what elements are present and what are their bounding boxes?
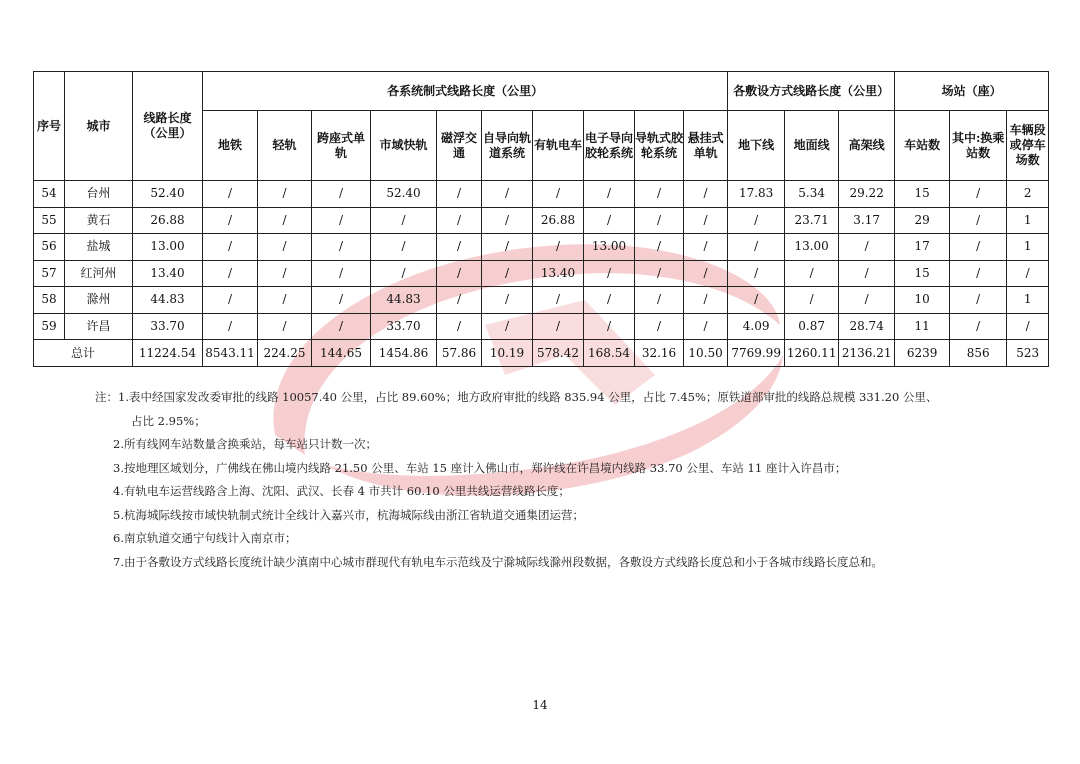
- cell-laying-length: 23.71: [785, 207, 839, 234]
- total-system-length: 32.16: [635, 340, 684, 367]
- cell-system-length: /: [584, 313, 635, 340]
- cell-laying-length: 4.09: [728, 313, 785, 340]
- cell-system-length: 33.70: [371, 313, 437, 340]
- cell-system-length: /: [258, 313, 312, 340]
- cell-laying-length: /: [728, 260, 785, 287]
- total-laying-length: 2136.21: [839, 340, 895, 367]
- cell-system-length: /: [437, 260, 482, 287]
- cell-station-count: /: [950, 181, 1007, 208]
- subheader-system: 磁浮交通: [437, 111, 482, 181]
- footnotes: [95, 386, 995, 574]
- cell-laying-length: /: [785, 260, 839, 287]
- subheader-system: 跨座式单轨: [312, 111, 371, 181]
- cell-system-length: /: [635, 207, 684, 234]
- cell-system-length: /: [684, 287, 728, 314]
- cell-system-length: /: [258, 234, 312, 261]
- note-line: 6.南京轨道交通宁句线计入南京市；: [113, 531, 297, 545]
- subheader-system: 导轨式胶轮系统: [635, 111, 684, 181]
- subheader-station: 车站数: [895, 111, 950, 181]
- cell-system-length: /: [635, 181, 684, 208]
- table-row: [34, 207, 1049, 234]
- cell-system-length: /: [258, 207, 312, 234]
- cell-system-length: /: [437, 313, 482, 340]
- note-line: 占比 2.95%；: [131, 413, 206, 428]
- cell-system-length: /: [533, 287, 584, 314]
- cell-station-count: 15: [895, 181, 950, 208]
- cell-seq: 59: [34, 313, 65, 340]
- table-body: [34, 181, 1049, 367]
- header-system-group: 各系统制式线路长度（公里）: [203, 72, 728, 111]
- cell-station-count: 2: [1007, 181, 1049, 208]
- total-length: 11224.54: [133, 340, 203, 367]
- total-system-length: 168.54: [584, 340, 635, 367]
- subheader-system: 电子导向胶轮系统: [584, 111, 635, 181]
- cell-city: 滁州: [65, 287, 133, 314]
- cell-system-length: /: [684, 181, 728, 208]
- cell-laying-length: 17.83: [728, 181, 785, 208]
- total-system-length: 10.19: [482, 340, 533, 367]
- cell-system-length: /: [258, 287, 312, 314]
- cell-system-length: 44.83: [371, 287, 437, 314]
- cell-system-length: /: [482, 234, 533, 261]
- cell-station-count: /: [1007, 260, 1049, 287]
- cell-system-length: /: [684, 207, 728, 234]
- subheader-laying: 地面线: [785, 111, 839, 181]
- subheader-station: 车辆段或停车场数: [1007, 111, 1049, 181]
- cell-station-count: 17: [895, 234, 950, 261]
- cell-system-length: /: [203, 234, 258, 261]
- cell-system-length: /: [684, 234, 728, 261]
- cell-seq: 58: [34, 287, 65, 314]
- subheader-laying: 高架线: [839, 111, 895, 181]
- page-number: 14: [532, 698, 548, 712]
- cell-system-length: /: [203, 313, 258, 340]
- rail-transit-table: [33, 71, 1049, 367]
- subheader-laying: 地下线: [728, 111, 785, 181]
- cell-system-length: 52.40: [371, 181, 437, 208]
- cell-station-count: 1: [1007, 207, 1049, 234]
- cell-system-length: /: [584, 287, 635, 314]
- cell-station-count: /: [950, 207, 1007, 234]
- cell-laying-length: 5.34: [785, 181, 839, 208]
- subheader-system: 自导向轨道系统: [482, 111, 533, 181]
- cell-system-length: /: [371, 234, 437, 261]
- cell-system-length: /: [684, 313, 728, 340]
- cell-laying-length: 0.87: [785, 313, 839, 340]
- total-system-length: 224.25: [258, 340, 312, 367]
- total-system-length: 1454.86: [371, 340, 437, 367]
- cell-system-length: /: [312, 181, 371, 208]
- cell-station-count: /: [1007, 313, 1049, 340]
- cell-laying-length: /: [839, 260, 895, 287]
- cell-laying-length: /: [728, 287, 785, 314]
- cell-station-count: 1: [1007, 234, 1049, 261]
- header-seq: 序号: [34, 72, 65, 181]
- total-system-length: 57.86: [437, 340, 482, 367]
- header-city: 城市: [65, 72, 133, 181]
- cell-length: 52.40: [133, 181, 203, 208]
- cell-system-length: /: [312, 287, 371, 314]
- cell-system-length: /: [482, 260, 533, 287]
- cell-system-length: 13.40: [533, 260, 584, 287]
- cell-system-length: /: [584, 207, 635, 234]
- total-station-count: 856: [950, 340, 1007, 367]
- note-line: 7.由于各敷设方式线路长度统计缺少滇南中心城市群现代有轨电车示范线及宁滁城际线滁州段数据，各敷设方式线路长度总和小于各城市线路长度总和。: [113, 554, 883, 569]
- cell-seq: 55: [34, 207, 65, 234]
- subheader-system: 有轨电车: [533, 111, 584, 181]
- cell-station-count: 15: [895, 260, 950, 287]
- total-station-count: 523: [1007, 340, 1049, 367]
- cell-system-length: /: [312, 207, 371, 234]
- subheader-system: 轻轨: [258, 111, 312, 181]
- cell-city: 红河州: [65, 260, 133, 287]
- total-system-length: 578.42: [533, 340, 584, 367]
- cell-city: 黄石: [65, 207, 133, 234]
- cell-system-length: /: [371, 207, 437, 234]
- cell-length: 13.00: [133, 234, 203, 261]
- note-line: 3.按地理区域划分，广佛线在佛山境内线路 21.50 公里、车站 15 座计入佛山市，郑许线在许昌境内线路 33.70 公里、车站 11 座计入许昌市；: [113, 460, 847, 475]
- cell-length: 13.40: [133, 260, 203, 287]
- cell-system-length: /: [258, 260, 312, 287]
- note-line: 2.所有线网车站数量含换乘站，每车站只计数一次；: [113, 437, 377, 451]
- cell-system-length: /: [635, 260, 684, 287]
- cell-system-length: /: [258, 181, 312, 208]
- cell-laying-length: /: [728, 207, 785, 234]
- subheader-system: 市域快轨: [371, 111, 437, 181]
- cell-system-length: /: [437, 207, 482, 234]
- total-row: [34, 340, 1049, 367]
- cell-system-length: /: [684, 260, 728, 287]
- cell-station-count: /: [950, 234, 1007, 261]
- cell-seq: 57: [34, 260, 65, 287]
- subheader-system: 悬挂式单轨: [684, 111, 728, 181]
- cell-laying-length: /: [785, 287, 839, 314]
- header-laying-group: 各敷设方式线路长度（公里）: [728, 72, 895, 111]
- cell-station-count: /: [950, 260, 1007, 287]
- cell-station-count: /: [950, 287, 1007, 314]
- cell-length: 44.83: [133, 287, 203, 314]
- cell-system-length: /: [635, 313, 684, 340]
- cell-system-length: /: [203, 260, 258, 287]
- table-row: [34, 234, 1049, 261]
- cell-system-length: /: [533, 234, 584, 261]
- cell-system-length: 26.88: [533, 207, 584, 234]
- cell-system-length: /: [203, 207, 258, 234]
- cell-laying-length: 28.74: [839, 313, 895, 340]
- cell-station-count: 1: [1007, 287, 1049, 314]
- note-line: 5.杭海城际线按市域快轨制式统计全线计入嘉兴市，杭海城际线由浙江省轨道交通集团运营；: [113, 507, 584, 522]
- cell-station-count: 29: [895, 207, 950, 234]
- total-system-length: 144.65: [312, 340, 371, 367]
- cell-station-count: /: [950, 313, 1007, 340]
- cell-system-length: /: [312, 234, 371, 261]
- total-label: 总计: [34, 340, 133, 367]
- cell-system-length: /: [437, 234, 482, 261]
- cell-system-length: /: [482, 207, 533, 234]
- cell-system-length: /: [371, 260, 437, 287]
- cell-system-length: /: [482, 313, 533, 340]
- table-row: [34, 313, 1049, 340]
- total-laying-length: 7769.99: [728, 340, 785, 367]
- cell-laying-length: /: [839, 287, 895, 314]
- cell-laying-length: 13.00: [785, 234, 839, 261]
- cell-length: 33.70: [133, 313, 203, 340]
- cell-system-length: /: [312, 260, 371, 287]
- cell-laying-length: 29.22: [839, 181, 895, 208]
- total-station-count: 6239: [895, 340, 950, 367]
- total-system-length: 8543.11: [203, 340, 258, 367]
- cell-system-length: /: [635, 287, 684, 314]
- cell-system-length: /: [533, 181, 584, 208]
- cell-system-length: /: [203, 287, 258, 314]
- cell-city: 许昌: [65, 313, 133, 340]
- cell-system-length: /: [482, 181, 533, 208]
- subheader-system: 地铁: [203, 111, 258, 181]
- subheader-station: 其中:换乘站数: [950, 111, 1007, 181]
- cell-system-length: /: [437, 181, 482, 208]
- total-laying-length: 1260.11: [785, 340, 839, 367]
- cell-laying-length: /: [839, 234, 895, 261]
- cell-system-length: /: [312, 313, 371, 340]
- total-system-length: 10.50: [684, 340, 728, 367]
- cell-system-length: /: [584, 260, 635, 287]
- header-station-group: 场站（座）: [895, 72, 1049, 111]
- note-line: 注：1.表中经国家发改委审批的线路 10057.40 公里，占比 89.60%；地方政府审批的线路 835.94 公里，占比 7.45%；原铁道部审批的线路总规模 331.20 公里、: [95, 390, 938, 404]
- note-line: 4.有轨电车运营线路含上海、沈阳、武汉、长春 4 市共计 60.10 公里共线运营线路长度；: [113, 484, 570, 498]
- cell-system-length: /: [482, 287, 533, 314]
- cell-seq: 54: [34, 181, 65, 208]
- cell-city: 台州: [65, 181, 133, 208]
- cell-system-length: /: [584, 181, 635, 208]
- cell-system-length: 13.00: [584, 234, 635, 261]
- cell-system-length: /: [437, 287, 482, 314]
- cell-station-count: 10: [895, 287, 950, 314]
- cell-system-length: /: [635, 234, 684, 261]
- cell-laying-length: 3.17: [839, 207, 895, 234]
- cell-length: 26.88: [133, 207, 203, 234]
- cell-system-length: /: [203, 181, 258, 208]
- cell-city: 盐城: [65, 234, 133, 261]
- table-row: [34, 287, 1049, 314]
- header-line-length: 线路长度（公里）: [133, 72, 203, 181]
- cell-laying-length: /: [728, 234, 785, 261]
- cell-station-count: 11: [895, 313, 950, 340]
- table-row: [34, 260, 1049, 287]
- table-row: [34, 181, 1049, 208]
- cell-system-length: /: [533, 313, 584, 340]
- cell-seq: 56: [34, 234, 65, 261]
